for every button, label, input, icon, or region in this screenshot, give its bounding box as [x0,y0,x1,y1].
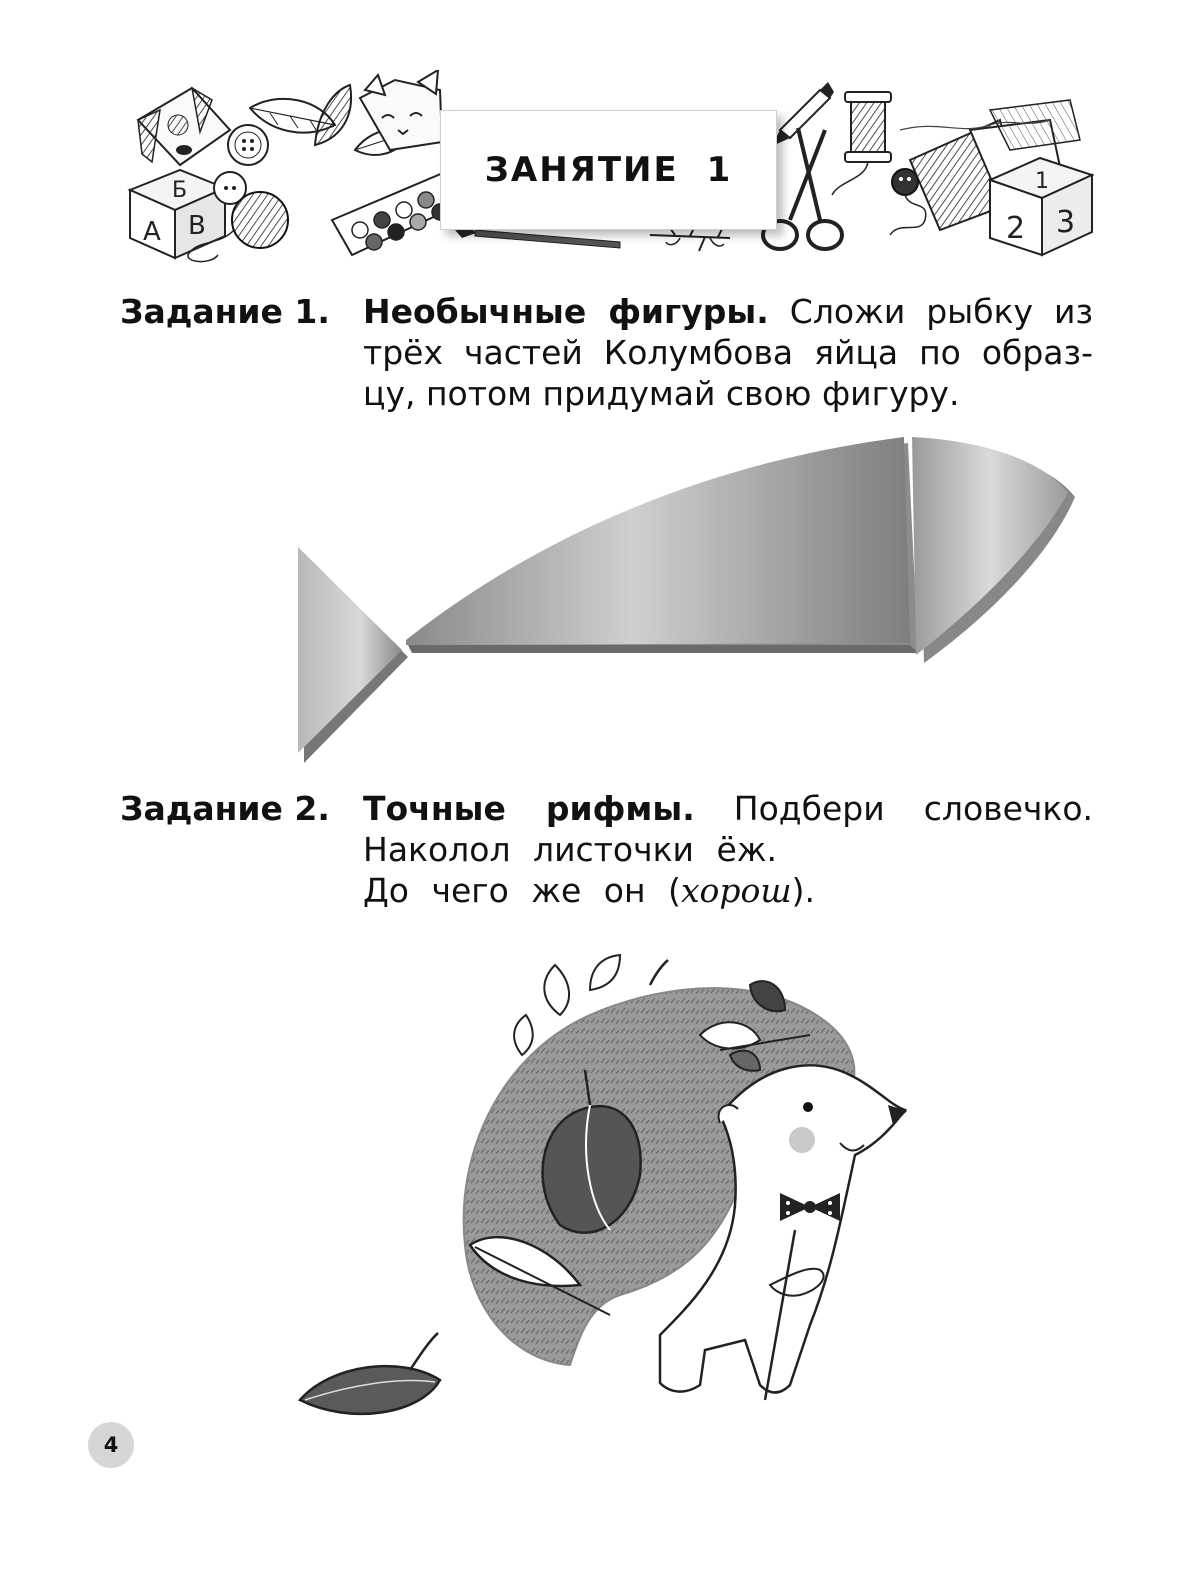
task-2-line3-start: До чего же он ( [363,871,681,910]
button-icon [228,125,268,165]
task-2-line3-end: ). [791,871,816,910]
cube-letter-right: В [188,211,206,241]
task-2-line1: Подбери словечко. [694,789,1093,828]
pencil-icon [772,82,834,146]
task-2-text [363,788,1093,911]
leaf-icon [300,1333,440,1414]
dog-icon [138,88,230,165]
hedgehog-eye [803,1102,813,1112]
page-number: 4 [88,1422,134,1468]
lesson-title: ЗАНЯТИЕ 1 [484,150,733,190]
task-2-heading: Точные рифмы. [363,789,695,828]
cube-digit-top: 1 [1035,169,1049,194]
number-cube-icon [990,158,1092,255]
lesson-title-box [440,110,777,230]
task-1-line3: цу, потом придумай свою фигуру. [363,374,960,413]
fish-figure [290,435,1090,775]
fish-tail-piece [298,547,408,763]
letter-cube-icon [130,170,225,258]
task-1-label: Задание 1. [120,292,330,331]
task-2-answer: хорош [680,871,792,910]
task-1-line2: трёх частей Колумбова яйца по образ- [363,333,1093,372]
cube-letter-top: Б [172,178,188,203]
hedgehog-cheek [789,1127,815,1153]
thread-spool-icon [832,92,891,195]
task-2-line2: Наколол листочки ёж. [363,830,778,869]
hedgehog-illustration [290,945,930,1425]
fish-head-piece [912,437,1075,663]
cube-letter-left: А [143,217,161,247]
cube-digit-right: 3 [1056,205,1076,240]
task-2-label: Задание 2. [120,789,330,828]
paintbrush-icon [455,227,620,248]
fish-body-piece [406,437,918,653]
task-1-line1: Сложи рыбку из [768,292,1093,331]
task-1-text [363,291,1093,414]
cube-digit-left: 2 [1006,211,1026,246]
task-1-heading: Необычные фигуры. [363,292,769,331]
